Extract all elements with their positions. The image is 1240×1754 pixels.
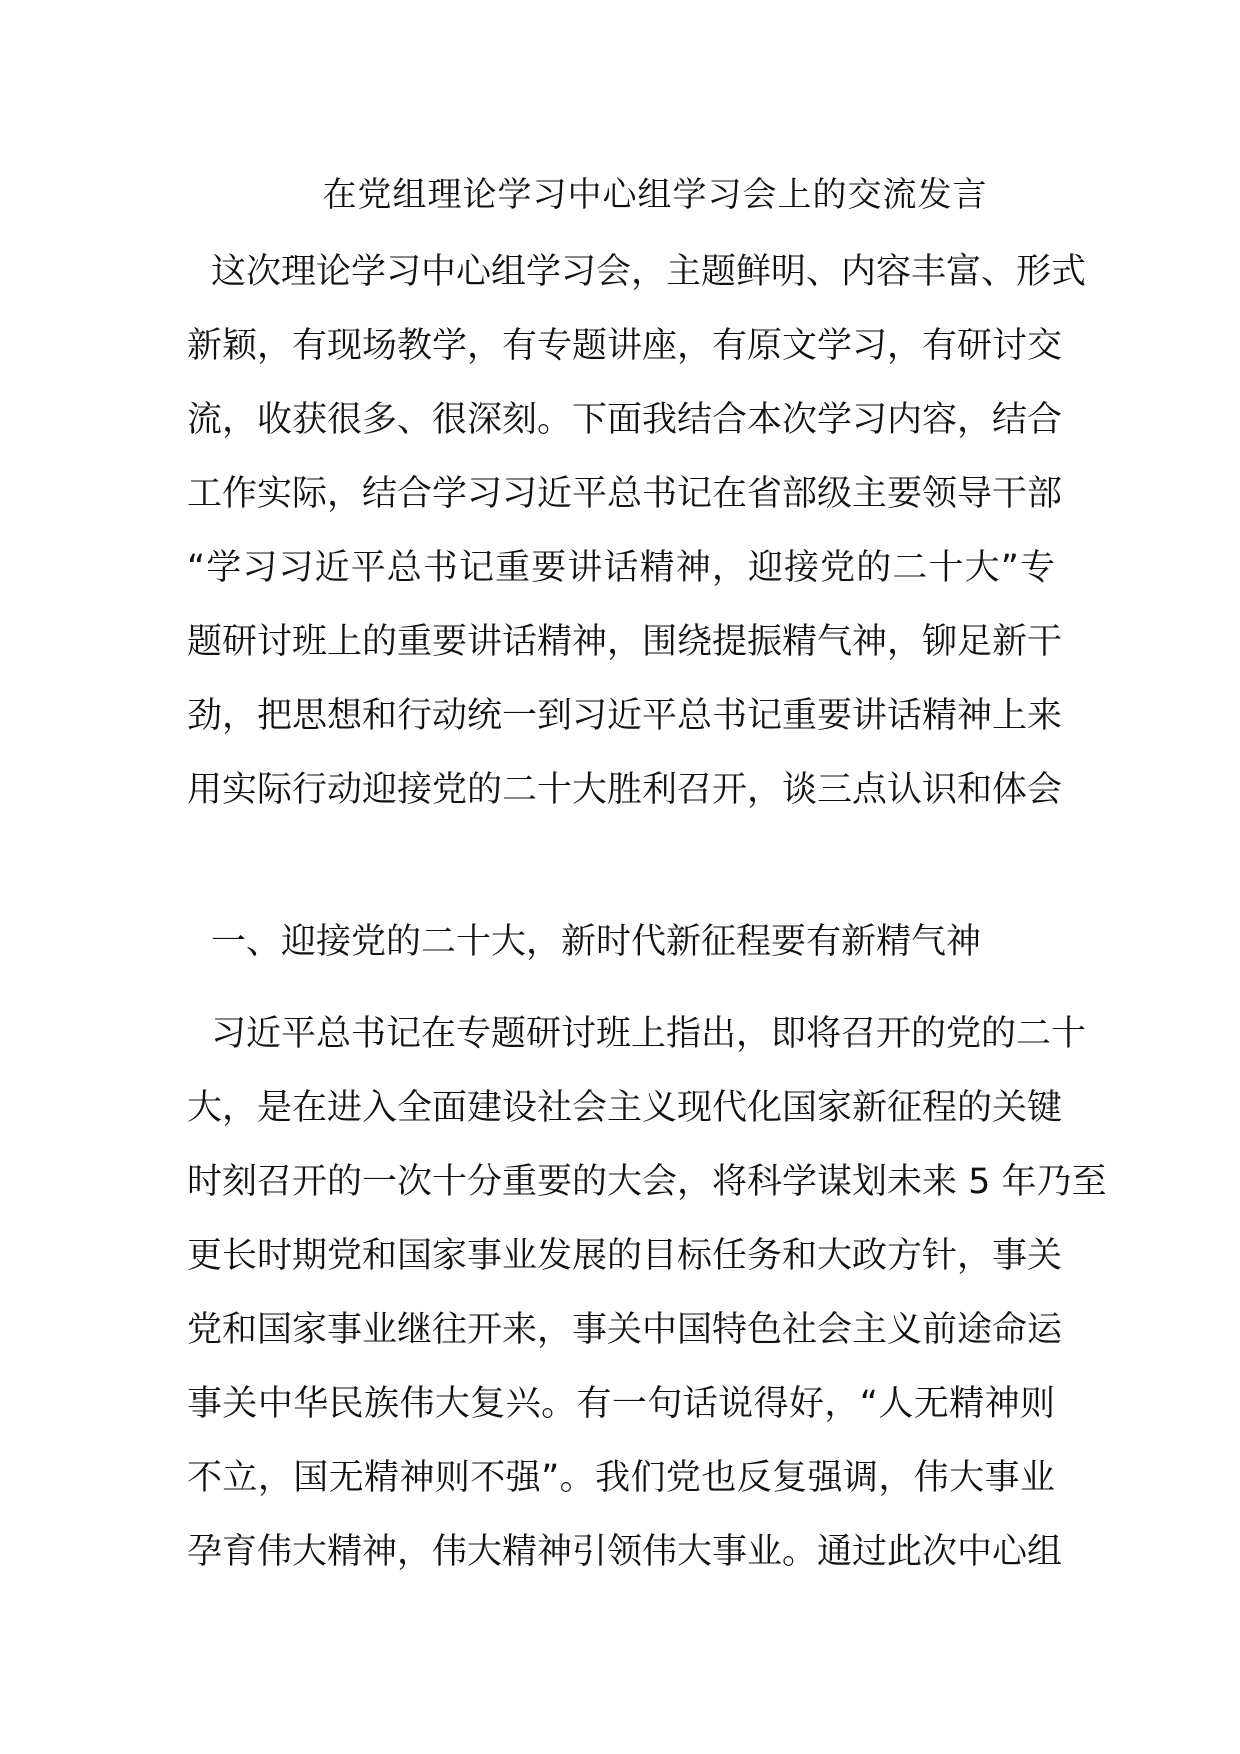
paragraph-line: 劲，把思想和行动统一到习近平总书记重要讲话精神上来 <box>187 696 1063 736</box>
paragraph-intro <box>187 235 1087 827</box>
paragraph-line: 这次理论学习中心组学习会，主题鲜明、内容丰富、形式 <box>211 252 1087 292</box>
paragraph-line: 习近平总书记在专题研讨班上指出，即将召开的党的二十 <box>211 1014 1087 1054</box>
section-heading: 一、迎接党的二十大，新时代新征程要有新精气神 <box>211 922 982 962</box>
paragraph-line: 工作实际，结合学习习近平总书记在省部级主要领导干部 <box>187 474 1063 514</box>
paragraph-line: 时刻召开的一次十分重要的大会，将科学谋划未来 5 年乃至 <box>187 1162 1107 1202</box>
paragraph-line: 用实际行动迎接党的二十大胜利召开，谈三点认识和体会 <box>187 770 1063 810</box>
paragraph-line: 流，收获很多、很深刻。下面我结合本次学习内容，结合 <box>187 400 1063 440</box>
paragraph-line: 党和国家事业继往开来，事关中国特色社会主义前途命运 <box>187 1310 1063 1350</box>
paragraph-section-one <box>187 997 1107 1589</box>
paragraph-line: 孕育伟大精神，伟大精神引领伟大事业。通过此次中心组 <box>187 1532 1063 1572</box>
paragraph-line: 新颖，有现场教学，有专题讲座，有原文学习，有研讨交 <box>187 326 1063 366</box>
paragraph-line: “学习习近平总书记重要讲话精神，迎接党的二十大”专 <box>187 548 1055 588</box>
paragraph-line: 不立，国无精神则不强”。我们党也反复强调，伟大事业 <box>187 1458 1055 1498</box>
paragraph-line: 题研讨班上的重要讲话精神，围绕提振精气神，铆足新干 <box>187 622 1063 662</box>
document-title: 在党组理论学习中心组学习会上的交流发言 <box>322 175 988 215</box>
paragraph-line: 事关中华民族伟大复兴。有一句话说得好，“人无精神则 <box>187 1384 1055 1424</box>
paragraph-line: 大，是在进入全面建设社会主义现代化国家新征程的关键 <box>187 1088 1063 1128</box>
paragraph-line: 更长时期党和国家事业发展的目标任务和大政方针，事关 <box>187 1236 1063 1276</box>
